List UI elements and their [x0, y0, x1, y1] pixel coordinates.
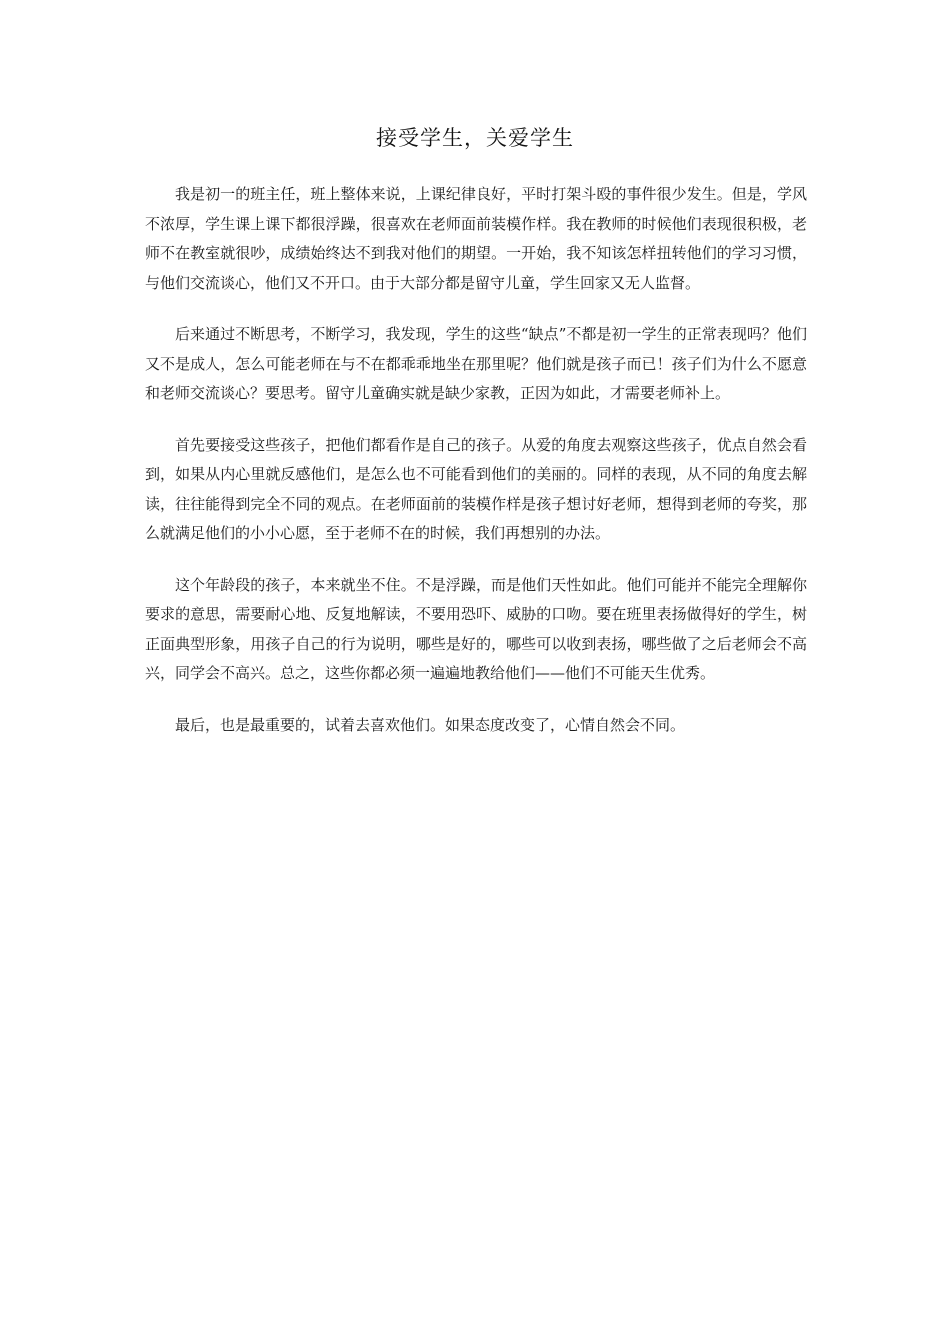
paragraph-3: 首先要接受这些孩子，把他们都看作是自己的孩子。从爱的角度去观察这些孩子，优点自然会看到，如果从内心里就反感他们，是怎么也不可能看到他们的美丽的。同样的表现，从不同的角度去解读，往往能得到完全不同的观点。在老师面前的装模作样是孩子想讨好老师，想得到老师的夸奖，那么就满足他们的小小心愿，至于老师不在的时候，我们再想别的办法。	[145, 435, 807, 542]
paragraph-4: 这个年龄段的孩子，本来就坐不住。不是浮躁，而是他们天性如此。他们可能并不能完全理解你要求的意思，需要耐心地、反复地解读，不要用恐吓、威胁的口吻。要在班里表扬做得好的学生，树正面典型形象，用孩子自己的行为说明，哪些是好的，哪些可以收到表扬，哪些做了之后老师会不高兴，同学会不高兴。总之，这些你都必须一遍遍地教给他们——他们不可能天生优秀。	[145, 575, 807, 682]
document-title: 接受学生，关爱学生	[376, 126, 574, 150]
paragraph-2: 后来通过不断思考，不断学习，我发现，学生的这些“缺点”不都是初一学生的正常表现吗？他们又不是成人，怎么可能老师在与不在都乖乖地坐在那里呢？他们就是孩子而已！孩子们为什么不愿意和老师交流谈心？要思考。留守儿童确实就是缺少家教，正因为如此，才需要老师补上。	[145, 325, 807, 402]
paragraph-5: 最后，也是最重要的，试着去喜欢他们。如果态度改变了，心情自然会不同。	[175, 715, 686, 734]
paragraph-1: 我是初一的班主任，班上整体来说，上课纪律良好，平时打架斗殴的事件很少发生。但是，学风不浓厚，学生课上课下都很浮躁，很喜欢在老师面前装模作样。我在教师的时候他们表现很积极，老师不在教室就很吵，成绩始终达不到我对他们的期望。一开始，我不知该怎样扭转他们的学习习惯，与他们交流谈心，他们又不开口。由于大部分都是留守儿童，学生回家又无人监督。	[145, 185, 807, 292]
document-body	[145, 180, 807, 762]
